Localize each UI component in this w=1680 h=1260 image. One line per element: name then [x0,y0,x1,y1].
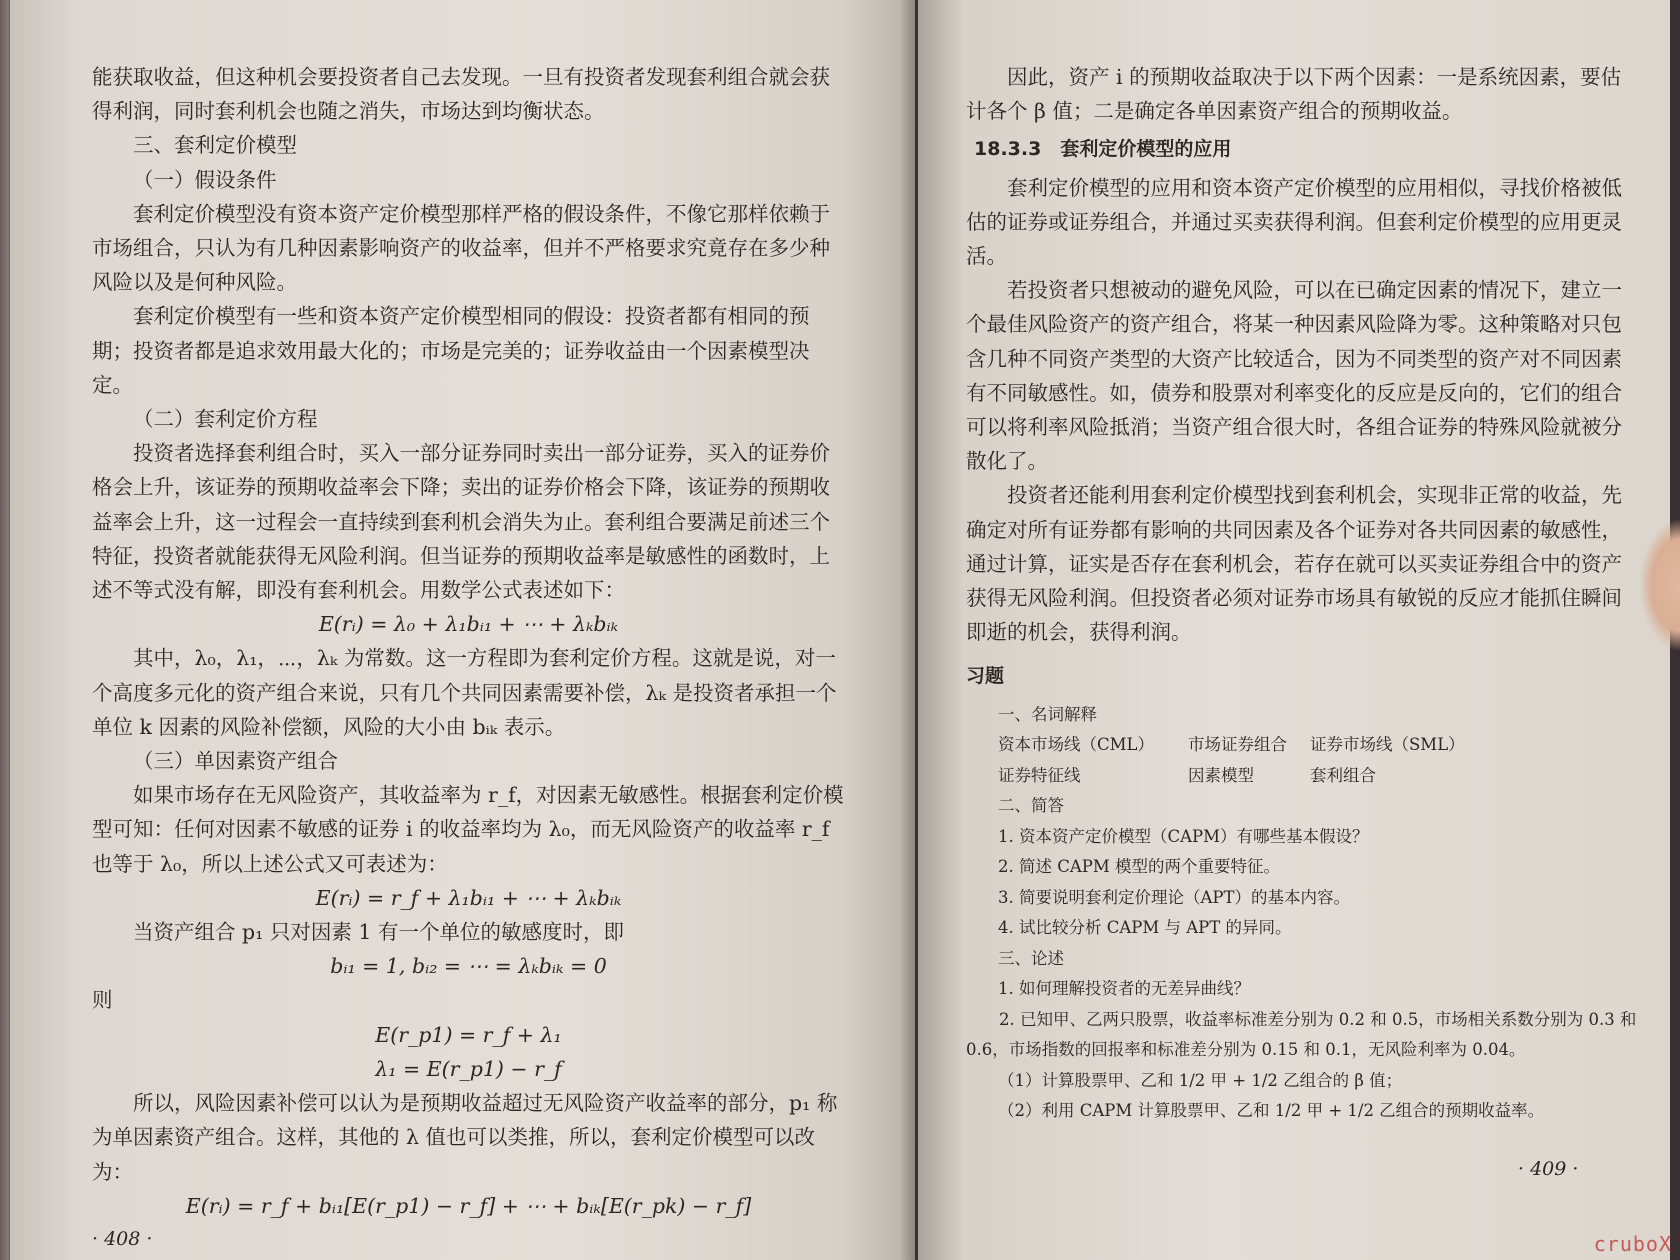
page-number-right: · 409 · [1518,1158,1579,1180]
question-item: 3. 简要说明套利定价理论（APT）的基本内容。 [998,887,1351,907]
paragraph-risk-compensation: 所以，风险因素补偿可以认为是预期收益超过无风险资产收益率的部分，p₁ 称为单因素资产组合。这样，其他的 λ 值也可以类推，所以，套利定价模型可以改为： [92,1091,838,1184]
question-item: （1）计算股票甲、乙和 1/2 甲 + 1/2 乙组合的 β 值； [998,1070,1403,1090]
question-item: 2. 简述 CAPM 模型的两个重要特征。 [998,857,1281,877]
right-page [918,0,1670,1260]
question-item: 4. 试比较分析 CAPM 与 APT 的异同。 [998,918,1292,938]
formula-apt: E(rᵢ) = λ₀ + λ₁bᵢ₁ + ⋯ + λₖbᵢₖ [318,612,619,637]
heading-single-factor: （三）单因素资产组合 [133,749,338,774]
exercises-title: 习题 [966,665,1005,688]
part3-title: 三、论述 [998,948,1064,968]
question-item: 2. 已知甲、乙两只股票，收益率标准差分别为 0.2 和 0.5，市场相关系数分别为 0.3 和 0.6，市场指数的回报率和标准差分别为 0.15 和 0.1，无风险利率为 0.04。 [966,1009,1637,1060]
terms-grid [998,730,1640,791]
term-item: 套利组合 [1310,765,1376,785]
question-item: （2）利用 CAPM 计算股票甲、乙和 1/2 甲 + 1/2 乙组合的预期收益率。 [998,1101,1545,1121]
term-item: 证券特征线 [998,765,1081,785]
question-item: 1. 资本资产定价模型（CAPM）有哪些基本假设？ [998,826,1369,846]
paragraph-application-3: 投资者还能利用套利定价模型找到套利机会，实现非正常的收益，先确定对所有证券都有影响的共同因素及各个证券对各共同因素的敏感性，通过计算，证实是否存在套利机会，若存在就可以买卖证券组合中的资产获得无风险利润。但投资者必须对证券市场具有敏锐的反应才能抓住瞬间即逝的机会，获得利润。 [966,483,1622,645]
paragraph-arbitrage-process: 投资者选择套利组合时，买入一部分证券同时卖出一部分证券，买入的证券价格会上升，该证券的预期收益率会下降；卖出的证券价格会下降，该证券的预期收益率会上升，这一过程会一直持续到套利机会消失为止。套利组合要满足前述三个特征，投资者就能获得无风险利润。但当证券的预期收益率是敏感性的函数时，上述不等式没有解，即没有套利机会。用数学公式表述如下： [92,441,830,603]
paragraph-intro: 因此，资产 i 的预期收益取决于以下两个因素：一是系统因素，要估计各个 β 值；二是确定各单因素资产组合的预期收益。 [966,65,1622,124]
heading-apt-model: 三、套利定价模型 [133,133,297,158]
paragraph-application-2: 若投资者只想被动的避免风险，可以在已确定因素的情况下，建立一个最佳风险资产的资产组合，将某一种因素风险降为零。这种策略对只包含几种不同资产类型的大资产比较适合，因为不同类型的资产对不同因素有不同敏感性。如，债券和股票对利率变化的反应是反向的，它们的组合可以将利率风险抵消；当资产组合很大时，各组合证券的特殊风险就被分散化了。 [966,278,1622,474]
thumb-shadow [1640,520,1680,650]
term-item: 市场证券组合 [1188,735,1287,755]
part1-title: 一、名词解释 [998,704,1097,724]
term-item: 证券市场线（SML） [1310,735,1465,755]
term-item: 资本市场线（CML） [998,735,1154,755]
section-title: 18.3.3 套利定价模型的应用 [974,138,1232,161]
heading-assumptions: （一）假设条件 [133,167,277,192]
formula-apt-final: E(rᵢ) = r_f + bᵢ₁[E(r_p1) − r_f] + ⋯ + bᵢₖ[E(r_pk) − r_f] [185,1193,752,1218]
heading-pricing-equation: （二）套利定价方程 [133,407,318,432]
formula-lambda1: λ₁ = E(r_p1) − r_f [375,1056,562,1081]
word-then: 则 [92,988,113,1013]
question-item: 1. 如何理解投资者的无差异曲线？ [998,979,1250,999]
left-page [10,0,915,1260]
paragraph-portfolio-p1: 当资产组合 p₁ 只对因素 1 有一个单位的敏感度时，即 [133,920,624,945]
part2-title: 二、简答 [998,796,1064,816]
paragraph-application-1: 套利定价模型的应用和资本资产定价模型的应用相似，寻找价格被低估的证券或证券组合，并通过买卖获得利润。但套利定价模型的应用更灵活。 [966,175,1622,269]
term-item: 因素模型 [1188,765,1254,785]
paragraph-assumptions: 套利定价模型没有资本资产定价模型那样严格的假设条件，不像它那样依赖于市场组合，只认为有几种因素影响资产的收益率，但并不严格要求究竟存在多少种风险以及是何种风险。 [92,201,830,295]
paragraph-shared-assumptions: 套利定价模型有一些和资本资产定价模型相同的假设：投资者都有相同的预期；投资者都是追求效用最大化的；市场是完美的；证券收益由一个因素模型决定。 [92,304,810,397]
formula-erp1: E(r_p1) = r_f + λ₁ [375,1022,562,1047]
formula-apt-rf: E(rᵢ) = r_f + λ₁bᵢ₁ + ⋯ + λₖbᵢₖ [315,885,622,910]
paragraph-constants: 其中，λ₀，λ₁，⋯，λₖ 为常数。这一方程即为套利定价方程。这就是说，对一个高度多元化的资产组合来说，只有几个共同因素需要补偿，λₖ 是投资者承担一个单位 k 因素的风险补偿额，风险的大小由 bᵢₖ 表示。 [92,646,837,739]
page-number-left: · 408 · [92,1228,153,1250]
watermark: cruboX [1593,1232,1672,1256]
left-paragraph-cont: 能获取收益，但这种机会要投资者自己去发现。一旦有投资者发现套利组合就会获得利润，同时套利机会也随之消失，市场达到均衡状态。 [92,65,830,124]
paragraph-risk-free: 如果市场存在无风险资产，其收益率为 r_f，对因素无敏感性。根据套利定价模型可知：任何对因素不敏感的证券 i 的收益率均为 λ₀，而无风险资产的收益率 r_f 也等于 λ₀，所以上述公式又可表述为： [92,783,844,876]
formula-sensitivity: bᵢ₁ = 1, bᵢ₂ = ⋯ = λₖbᵢₖ = 0 [330,954,607,979]
